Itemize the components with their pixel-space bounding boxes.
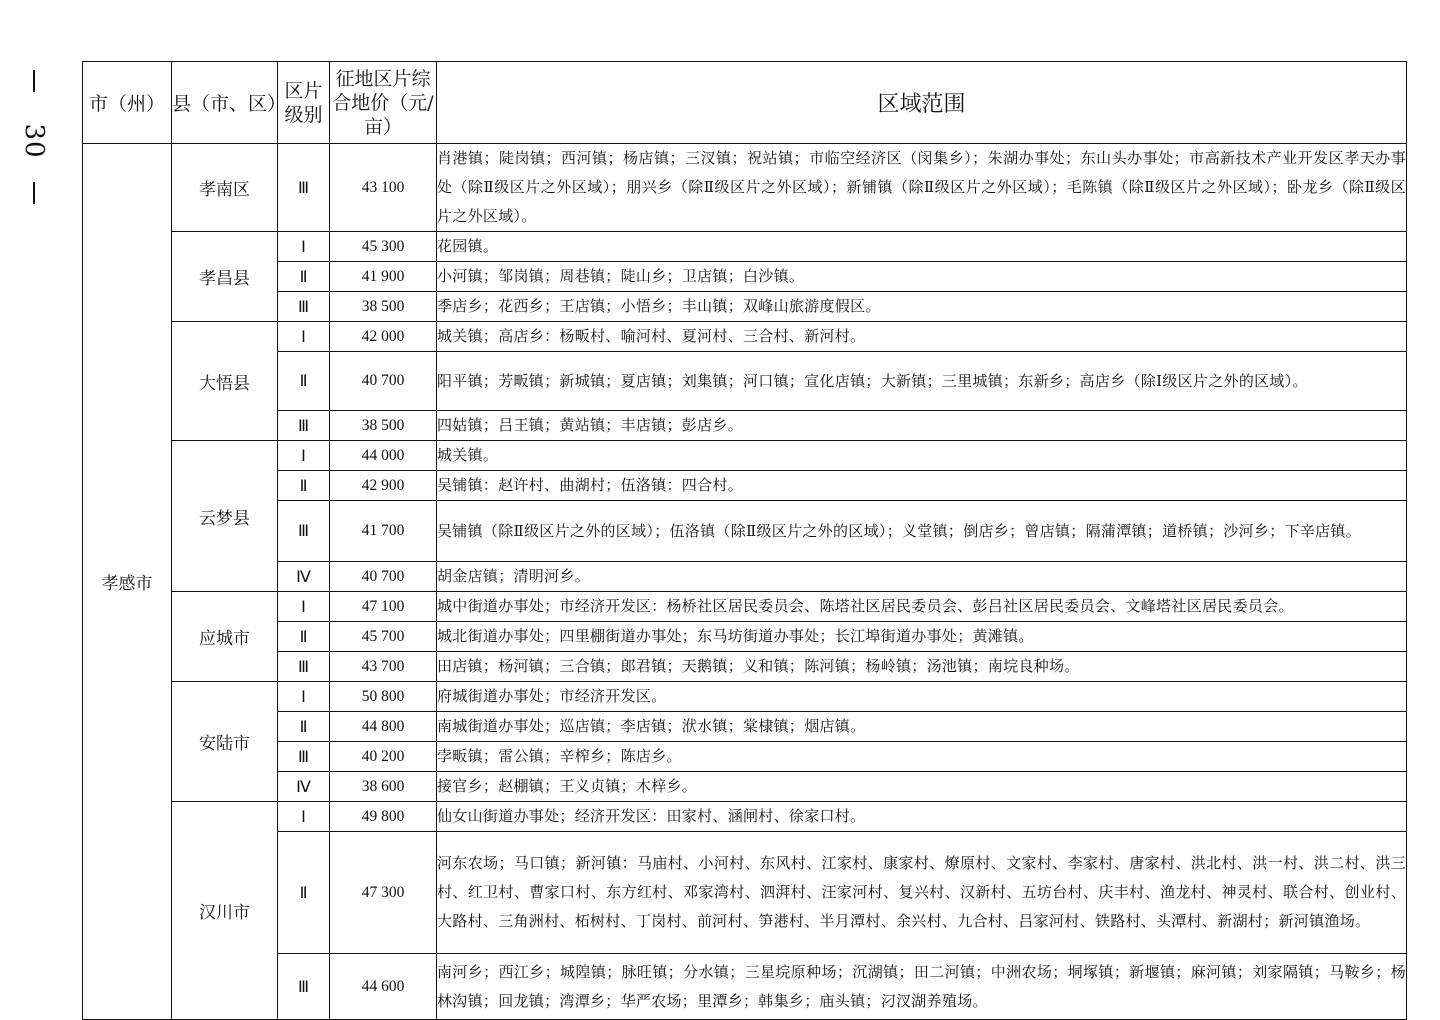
- scope-cell: 仙女山街道办事处；经济开发区：田家村、涵闸村、徐家口村。: [437, 802, 1407, 832]
- price-cell: 41 900: [330, 262, 437, 292]
- land-price-table: [82, 61, 1407, 1020]
- scope-cell: 吴铺镇（除Ⅱ级区片之外的区域）；伍洛镇（除Ⅱ级区片之外的区域）；义堂镇；倒店乡；曾店镇；隔蒲潭镇；道桥镇；沙河乡；下辛店镇。: [437, 501, 1407, 562]
- price-cell: 40 700: [330, 562, 437, 592]
- price-cell: 40 200: [330, 742, 437, 772]
- table-row: [83, 954, 1407, 1020]
- level-cell: Ⅱ: [278, 352, 330, 411]
- table-row: [83, 622, 1407, 652]
- level-cell: Ⅰ: [278, 592, 330, 622]
- level-cell: Ⅰ: [278, 232, 330, 262]
- table-row: [83, 772, 1407, 802]
- table-header-row: [83, 62, 1407, 144]
- level-cell: Ⅰ: [278, 802, 330, 832]
- price-cell: 44 800: [330, 712, 437, 742]
- price-cell: 44 600: [330, 954, 437, 1020]
- table-row: [83, 292, 1407, 322]
- scope-cell: 肖港镇；陡岗镇；西河镇；杨店镇；三汊镇；祝站镇；市临空经济区（闵集乡）；朱湖办事处；东山头办事处；市高新技术产业开发区孝天办事处（除Ⅱ级区片之外区域）；朋兴乡（除Ⅱ级区片之外区域）；新铺镇（除Ⅱ级区片之外区域）；毛陈镇（除Ⅱ级区片之外区域）；卧龙乡（除Ⅱ级区片之外区域）。: [437, 144, 1407, 232]
- county-cell: 应城市: [172, 592, 278, 682]
- price-cell: 45 700: [330, 622, 437, 652]
- price-cell: 43 100: [330, 144, 437, 232]
- table-row: [83, 802, 1407, 832]
- level-cell: Ⅳ: [278, 772, 330, 802]
- scope-cell: 小河镇；邹岗镇；周巷镇；陡山乡；卫店镇；白沙镇。: [437, 262, 1407, 292]
- price-cell: 47 100: [330, 592, 437, 622]
- table-row: [83, 712, 1407, 742]
- table-row: [83, 562, 1407, 592]
- price-cell: 38 500: [330, 411, 437, 441]
- county-cell: 安陆市: [172, 682, 278, 802]
- price-cell: 42 900: [330, 471, 437, 501]
- price-cell: 42 000: [330, 322, 437, 352]
- table-row: [83, 411, 1407, 441]
- level-cell: Ⅱ: [278, 712, 330, 742]
- level-cell: Ⅲ: [278, 292, 330, 322]
- price-cell: 38 500: [330, 292, 437, 322]
- price-cell: 50 800: [330, 682, 437, 712]
- scope-cell: 阳平镇；芳畈镇；新城镇；夏店镇；刘集镇；河口镇；宣化店镇；大新镇；三里城镇；东新乡；高店乡（除Ⅰ级区片之外的区域）。: [437, 352, 1407, 411]
- level-cell: Ⅲ: [278, 501, 330, 562]
- level-cell: Ⅲ: [278, 411, 330, 441]
- price-cell: 38 600: [330, 772, 437, 802]
- page-number-text: 30: [19, 123, 49, 159]
- table-row: [83, 501, 1407, 562]
- scope-cell: 府城街道办事处；市经济开发区。: [437, 682, 1407, 712]
- scope-cell: 胡金店镇；清明河乡。: [437, 562, 1407, 592]
- table-row: [83, 471, 1407, 501]
- level-cell: Ⅰ: [278, 441, 330, 471]
- table-row: [83, 682, 1407, 712]
- county-cell: 孝昌县: [172, 232, 278, 322]
- table-row: [83, 592, 1407, 622]
- level-cell: Ⅱ: [278, 471, 330, 501]
- page-number: [18, 70, 50, 210]
- price-cell: 49 800: [330, 802, 437, 832]
- scope-cell: 城中街道办事处；市经济开发区：杨桥社区居民委员会、陈塔社区居民委员会、彭吕社区居民委员会、文峰塔社区居民委员会。: [437, 592, 1407, 622]
- scope-cell: 南河乡；西江乡；城隍镇；脉旺镇；分水镇；三星垸原种场；沉湖镇；田二河镇；中洲农场；垌塚镇；新堰镇；麻河镇；刘家隔镇；马鞍乡；杨林沟镇；回龙镇；湾潭乡；华严农场；里潭乡；韩集乡；庙头镇；汈汊湖养殖场。: [437, 954, 1407, 1020]
- level-cell: Ⅰ: [278, 682, 330, 712]
- county-cell: 大悟县: [172, 322, 278, 441]
- header-scope: 区域范围: [437, 62, 1407, 144]
- price-cell: 40 700: [330, 352, 437, 411]
- scope-cell: 城北街道办事处；四里棚街道办事处；东马坊街道办事处；长江埠街道办事处；黄滩镇。: [437, 622, 1407, 652]
- scope-cell: 河东农场；马口镇；新河镇：马庙村、小河村、东风村、江家村、康家村、燎原村、文家村、李家村、唐家村、洪北村、洪一村、洪二村、洪三村、红卫村、曹家口村、东方红村、邓家湾村、泗湃村、汪家河村、复兴村、汉新村、五坊台村、庆丰村、渔龙村、神灵村、联合村、创业村、大路村、三角洲村、柘树村、丁岗村、前河村、笋港村、半月潭村、余兴村、九合村、吕家河村、铁路村、头潭村、新湖村；新河镇渔场。: [437, 832, 1407, 954]
- scope-cell: 四姑镇；吕王镇；黄站镇；丰店镇；彭店乡。: [437, 411, 1407, 441]
- price-cell: 44 000: [330, 441, 437, 471]
- level-cell: Ⅱ: [278, 262, 330, 292]
- header-county: 县（市、区）: [172, 62, 278, 144]
- table-row: [83, 441, 1407, 471]
- table-row: [83, 322, 1407, 352]
- price-cell: 43 700: [330, 652, 437, 682]
- scope-cell: 接官乡；赵棚镇；王义贞镇；木梓乡。: [437, 772, 1407, 802]
- level-cell: Ⅲ: [278, 742, 330, 772]
- scope-cell: 城关镇；高店乡：杨畈村、喻河村、夏河村、三合村、新河村。: [437, 322, 1407, 352]
- city-cell: 孝感市: [83, 144, 172, 1020]
- price-cell: 45 300: [330, 232, 437, 262]
- scope-cell: 花园镇。: [437, 232, 1407, 262]
- level-cell: Ⅰ: [278, 322, 330, 352]
- header-level: 区片级别: [278, 62, 330, 144]
- county-cell: 孝南区: [172, 144, 278, 232]
- page-number-dash-bottom: [33, 182, 35, 204]
- table-row: [83, 262, 1407, 292]
- county-cell: 汉川市: [172, 802, 278, 1020]
- level-cell: Ⅳ: [278, 562, 330, 592]
- table-row: [83, 232, 1407, 262]
- level-cell: Ⅲ: [278, 652, 330, 682]
- price-cell: 41 700: [330, 501, 437, 562]
- scope-cell: 城关镇。: [437, 441, 1407, 471]
- table-row: [83, 352, 1407, 411]
- page-number-dash-top: [33, 70, 35, 92]
- table-row: [83, 144, 1407, 232]
- county-cell: 云梦县: [172, 441, 278, 592]
- table-row: [83, 832, 1407, 954]
- scope-cell: 季店乡；花西乡；王店镇；小悟乡；丰山镇；双峰山旅游度假区。: [437, 292, 1407, 322]
- level-cell: Ⅱ: [278, 832, 330, 954]
- level-cell: Ⅲ: [278, 954, 330, 1020]
- table-row: [83, 742, 1407, 772]
- scope-cell: 南城街道办事处；巡店镇；李店镇；洑水镇；棠棣镇；烟店镇。: [437, 712, 1407, 742]
- scope-cell: 田店镇；杨河镇；三合镇；郎君镇；天鹅镇；义和镇；陈河镇；杨岭镇；汤池镇；南垸良种场。: [437, 652, 1407, 682]
- level-cell: Ⅱ: [278, 622, 330, 652]
- scope-cell: 孛畈镇；雷公镇；辛榨乡；陈店乡。: [437, 742, 1407, 772]
- price-cell: 47 300: [330, 832, 437, 954]
- level-cell: Ⅲ: [278, 144, 330, 232]
- header-city: 市（州）: [83, 62, 172, 144]
- scope-cell: 吴铺镇：赵许村、曲湖村；伍洛镇：四合村。: [437, 471, 1407, 501]
- header-price: 征地区片综合地价（元/亩）: [330, 62, 437, 144]
- table-row: [83, 652, 1407, 682]
